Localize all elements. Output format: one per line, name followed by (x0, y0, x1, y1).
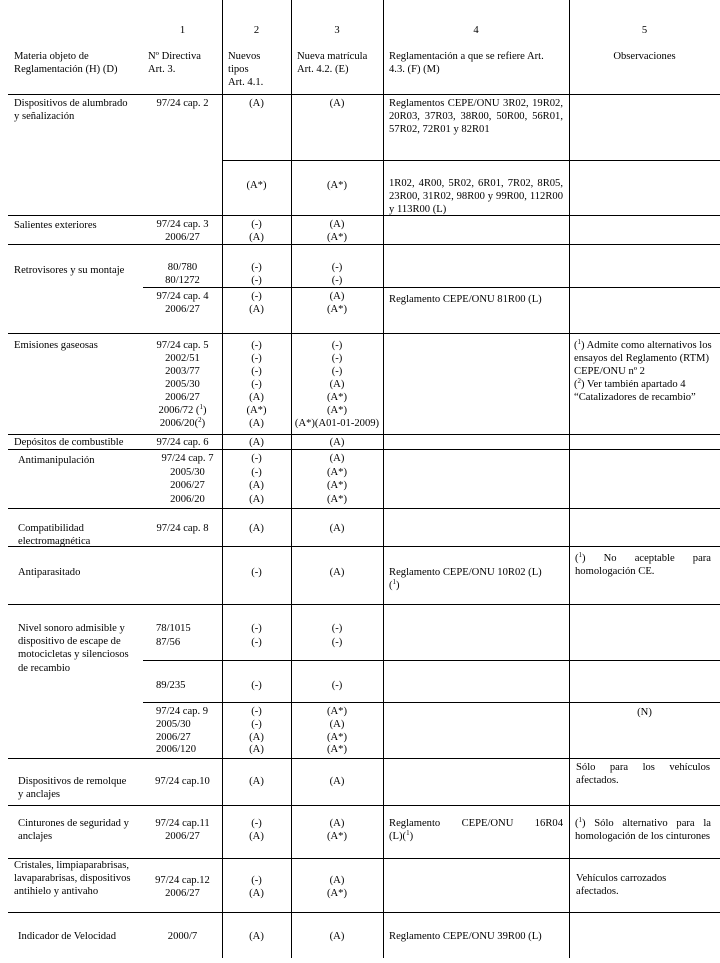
reglamentacion-cell: 1R02, 4R00, 5R02, 6R01, 7R02, 8R05, 23R00, 31R02, 98R00 y 99R00, 112R00 y 113R00 (L) (389, 178, 563, 216)
observacion-note: ($^2$) Ver también apartado 4 “Catalizadores de recambio” (574, 377, 696, 403)
observaciones-cell: ($^1$) Sólo alternativo para la homologación de los cinturones (575, 816, 711, 843)
materia-cell: Cinturones de seguridad y anclajes (18, 818, 129, 843)
footnote-ref: ($^1$) (389, 578, 400, 592)
footnote-mark: 1 (199, 403, 203, 411)
nuevos-tipos-cell: (A) (249, 776, 264, 787)
nueva-matricula-cell: (A) (329, 931, 345, 942)
materia-cell: Salientes exteriores (14, 220, 97, 231)
nuevos-tipos-cell: (-) (A) (249, 875, 264, 900)
header-materia: Materia objeto de Reglamentación (H) (D) (14, 51, 118, 76)
column-number: 1 (179, 25, 186, 36)
nueva-matricula-cell: (A*) (326, 180, 347, 191)
nuevos-tipos-cell: (-) (A) (249, 818, 264, 843)
nuevos-tipos-cell: (A) (249, 931, 264, 942)
footnote-mark: 2 (198, 416, 202, 424)
nueva-matricula-cell: (A) (329, 776, 345, 787)
row-rule (143, 287, 720, 288)
row-rule (8, 604, 720, 605)
header-observaciones: Observaciones (613, 51, 676, 62)
directiva-line: 2005/30 (165, 379, 200, 390)
directiva-line: 2003/77 (165, 366, 200, 377)
row-rule (8, 434, 720, 435)
directiva-text: ) (202, 405, 207, 416)
nuevos-tipos-cell: (-) (-) (A) (A) (249, 453, 264, 505)
directiva-cell: 97/24 cap. 8 (156, 523, 209, 534)
nueva-matricula-cell: (A) (329, 98, 345, 109)
footnote-ref: (L)($^1$) (389, 829, 414, 843)
nuevos-tipos-cell: (-) (251, 680, 262, 691)
reglamentacion-cell (389, 566, 567, 592)
directiva-cell: 97/24 cap.11 2006/27 (155, 818, 210, 843)
row-rule (8, 215, 720, 216)
observacion-text: ) Admite como alternativos los ensayos del Reglamento (RTM) CEPE/ONU nº 2 (574, 340, 712, 377)
nueva-matricula-cell: (A*) (A) (A*) (A*) (326, 706, 347, 756)
row-rule (8, 805, 720, 806)
footnote-mark: 1 (392, 578, 397, 587)
nueva-matricula-cell: (A) (A*) (326, 875, 347, 900)
directiva-cell: 97/24 cap. 6 (156, 437, 209, 448)
directiva-cell: 97/24 cap.12 2006/27 (155, 875, 210, 900)
nueva-matricula-cell: (-) (-) (331, 623, 343, 648)
reglamentacion-cell: Reglamento CEPE/ONU 81R00 (L) (389, 294, 542, 305)
nuevos-tipos-cell: (A) (249, 523, 264, 534)
nuevos-tipos-cell: (-) (251, 567, 262, 578)
row-rule (8, 333, 720, 334)
directiva-cell: 97/24 cap. 4 2006/27 (156, 291, 209, 315)
nueva-matricula-cell: (A) (A*) (A*) (A*) (326, 453, 347, 505)
directiva-cell: 97/24 cap. 2 (156, 98, 209, 109)
column-number: 5 (641, 25, 648, 36)
footnote-mark: 1 (577, 338, 582, 346)
observacion-text: ) No aceptable para homologación CE. (575, 553, 711, 578)
directiva-cell: 80/780 80/1272 (165, 262, 200, 286)
nuevos-tipos-cell: (A) (249, 437, 264, 448)
observacion-note: ($^1$) Admite como alternativos los ensayos del Reglamento (RTM) CEPE/ONU nº 2 (574, 338, 712, 377)
nuevos-tipos-cell: (-) (-) (251, 623, 262, 648)
directiva-cell (143, 339, 222, 430)
materia-cell: Cristales, limpiaparabrisas, lavaparabrisas, dispositivos antihielo y antivaho (14, 860, 131, 898)
directiva-cell: 97/24 cap. 9 2005/30 2006/27 2006/120 (156, 706, 209, 756)
row-rule (222, 160, 720, 161)
materia-cell: Emisiones gaseosas (14, 340, 98, 351)
row-rule (8, 758, 720, 759)
directiva-cell: 97/24 cap. 7 2005/30 2006/27 2006/20 (161, 453, 214, 505)
reglamentacion-text: Reglamento CEPE/ONU 10R02 (L) (389, 567, 542, 578)
footnote-mark: 2 (577, 377, 582, 385)
row-rule (8, 508, 720, 509)
row-rule (143, 702, 720, 703)
nueva-matricula-cell: (A) (329, 567, 345, 578)
nuevos-tipos-cell: (-) (-) (A) (A) (249, 706, 264, 756)
reglamentacion-cell (389, 817, 563, 843)
observaciones-cell: Vehículos carrozados afectados. (576, 873, 667, 898)
materia-cell: Dispositivos de remolque y anclajes (18, 776, 127, 801)
directiva-text: 2006/72 ( (158, 405, 200, 416)
materia-cell: Indicador de Velocidad (18, 931, 117, 942)
materia-cell: Antiparasitado (18, 567, 81, 578)
nuevos-tipos-cell: (-) (-) (-) (-) (A) (A*) (A) (246, 340, 267, 429)
nueva-matricula-cell: (A) (A*) (326, 818, 347, 843)
column-number: 2 (253, 25, 260, 36)
column-rule (569, 0, 570, 958)
directiva-cell: 89/235 (156, 680, 186, 691)
directiva-cell: 97/24 cap.10 (155, 776, 210, 787)
directiva-line: 2002/51 (165, 353, 200, 364)
column-number: 4 (473, 25, 479, 36)
materia-cell: Compatibilidad electromagnética (18, 523, 91, 548)
nueva-matricula-cell: (A) (329, 523, 345, 534)
observaciones-cell: (N) (637, 707, 652, 718)
row-rule (143, 660, 720, 661)
directiva-cell: 2000/7 (167, 931, 198, 942)
row-rule (8, 94, 720, 95)
materia-cell: Dispositivos de alumbrado y señalización (14, 98, 128, 123)
observaciones-cell: Sólo para los vehículos afectados. (576, 762, 710, 787)
nuevos-tipos-cell: (A) (249, 98, 264, 109)
reglamentacion-text: Reglamento CEPE/ONU 16R04 (389, 818, 563, 829)
nuevos-tipos-cell: (-) (A) (249, 219, 264, 243)
observaciones-cell (574, 339, 720, 404)
row-rule (8, 244, 720, 245)
reglamentacion-cell: Reglamento CEPE/ONU 39R00 (L) (389, 931, 542, 942)
footnote-mark: 1 (578, 816, 583, 824)
nueva-matricula-cell: (-) (-) (331, 262, 343, 286)
directiva-text: ) (201, 418, 206, 429)
footnote-mark: 1 (406, 829, 410, 838)
materia-cell: Retrovisores y su montaje (14, 265, 125, 276)
column-rule (383, 0, 384, 958)
row-rule (8, 912, 720, 913)
column-number: 3 (334, 25, 340, 36)
nuevos-tipos-cell: (-) (A) (249, 291, 264, 315)
nueva-matricula-cell: (A) (A*) (326, 291, 347, 315)
directiva-line: 97/24 cap. 5 (156, 340, 209, 351)
materia-cell: Depósitos de combustible (14, 437, 124, 448)
materia-cell: Antimanipulación (18, 455, 95, 466)
nuevos-tipos-cell: (-) (-) (251, 262, 262, 286)
directiva-text: 2006/20( (159, 418, 199, 429)
directiva-cell: 78/1015 87/56 (156, 623, 191, 648)
nueva-matricula-cell: (-) (-) (-) (A) (A*) (A*) (A*)(A01-01-2009) (294, 340, 380, 429)
directiva-line: 2006/27 (165, 392, 200, 403)
observacion-text: ) Ver también apartado 4 “Catalizadores de recambio” (574, 379, 696, 403)
observacion-text: ) Sólo alternativo para la homologación de los cinturones (575, 818, 711, 843)
nueva-matricula-cell: (A) (329, 437, 345, 448)
materia-cell: Nivel sonoro admisible y dispositivo de escape de motocicletas y silenciosos de recambio (18, 623, 129, 674)
header-reglamentacion: Reglamentación a que se refiere Art. 4.3. (F) (M) (389, 51, 544, 76)
directiva-cell: 97/24 cap. 3 2006/27 (156, 219, 209, 243)
header-directiva: Nº Directiva Art. 3. (148, 51, 201, 76)
footnote-mark: 1 (578, 551, 583, 559)
nueva-matricula-cell: (-) (331, 680, 343, 691)
nueva-matricula-cell: (A) (A*) (326, 219, 347, 243)
observaciones-cell: ($^1$) No aceptable para homologación CE. (575, 551, 711, 578)
directiva-line (143, 417, 222, 430)
header-nueva-matricula: Nueva matrícula Art. 4.2. (E) (297, 51, 368, 76)
reglamentacion-text: (L)( (389, 831, 407, 843)
directiva-line (143, 404, 222, 417)
reglamentacion-cell: Reglamentos CEPE/ONU 3R02, 19R02, 20R03, 37R03, 38R00, 50R00, 56R01, 57R02, 72R01 y 82R01 (389, 98, 563, 136)
nuevos-tipos-cell: (A*) (246, 180, 267, 191)
header-nuevos-tipos: Nuevos tipos Art. 4.1. (228, 51, 264, 89)
